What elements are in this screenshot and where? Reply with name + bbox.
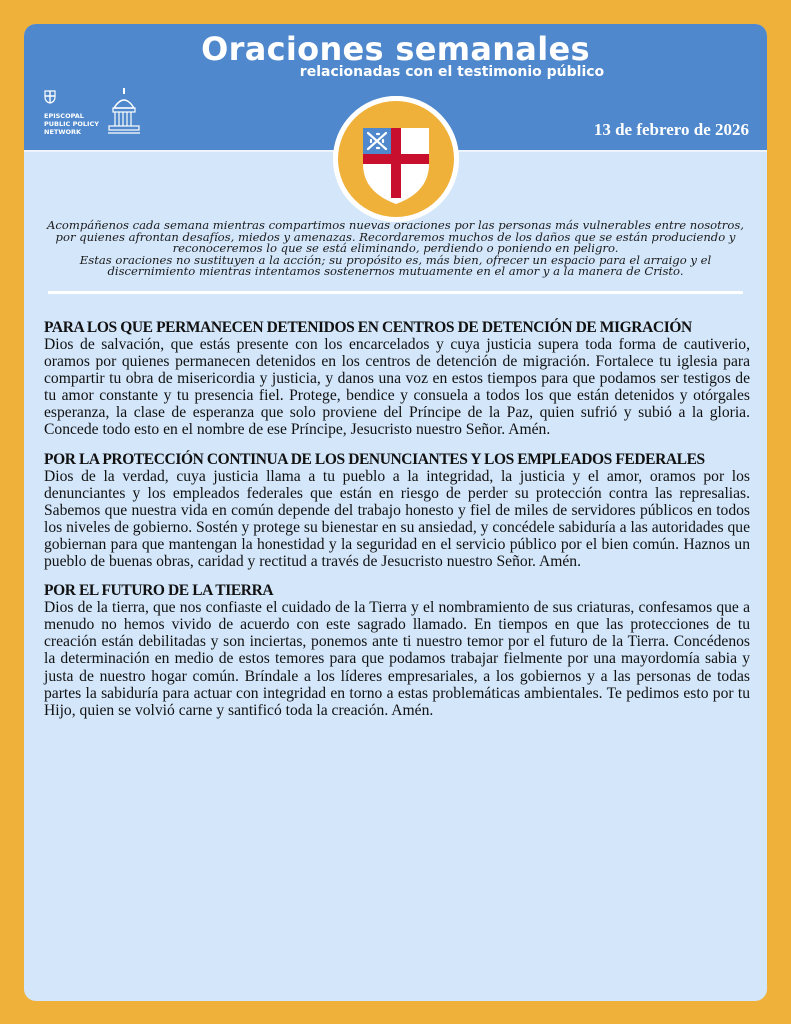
logo-line-2: PUBLIC POLICY — [44, 120, 99, 128]
page-title: Oraciones semanales — [201, 30, 590, 68]
intro-paragraph: Acompáñenos cada semana mientras compartimos nuevas oraciones por las personas más vulnerables entre nosotros, por quienes afrontan desafíos, miedos y amenazas. Recordaremos muchos de los daños que se están produciendo y reconoceremos lo que se está eliminando, perdiendo o poniendo en peligro. — [47, 218, 744, 255]
logo-line-3: NETWORK — [44, 128, 82, 136]
section-divider — [48, 291, 743, 294]
prayer-section — [44, 319, 750, 439]
prayers-list — [44, 319, 750, 731]
prayer-heading: POR EL FUTURO DE LA TIERRA — [44, 582, 274, 600]
page-card — [24, 24, 767, 1001]
episcopal-shield-icon — [333, 96, 459, 222]
prayer-section — [44, 451, 750, 571]
prayer-heading: POR LA PROTECCIÓN CONTINUA DE LOS DENUNCIANTES Y LOS EMPLEADOS FEDERALES — [44, 450, 705, 468]
page-subtitle: relacionadas con el testimonio público — [299, 64, 605, 80]
intro-text — [40, 220, 751, 278]
prayer-section — [44, 582, 750, 719]
prayer-body: Dios de la verdad, cuya justicia llama a tu pueblo a la integridad, la justicia y el amor, oramos por los denunciantes y los empleados federales que están en riesgo de perder su protección contra las represalias. Sabemos que nuestra vida en común depende del trabajo honesto y fiel de miles de servidores públicos en todos los niveles de gobierno. Sostén y protege su bienestar en su ansiedad, y concédele sabiduría a las autoridades que gobiernan para que mantengan la honestidad y la seguridad en el servicio público por el bien común. Haznos un pueblo de buenas obras, caridad y rectitud a través de Jesucristo nuestro Señor. Amén. — [44, 467, 750, 571]
prayer-body: Dios de la tierra, que nos confiaste el cuidado de la Tierra y el nombramiento de sus criaturas, confesamos que a menudo no hemos vivido de acuerdo con este sagrado llamado. En tiempos en que las protecciones de tu creación están debilitadas y son inciertas, ponemos ante ti nuestro temor por el futuro de la Tierra. Concédenos la determinación en medio de estos temores para que podamos trabajar fielmente por una mayordomía sabia y justa de nuestro hogar común. Bríndale a los líderes empresariales, a los gobiernos y a las personas de todas partes la sabiduría para actuar con integridad en torno a estas problemáticas ambientales. Te pedimos esto por tu Hijo, quien se volvió carne y santificó toda la creación. Amén. — [44, 599, 750, 719]
logo-line-1: EPISCOPAL — [44, 112, 84, 120]
eppn-logo — [42, 88, 152, 138]
episcopal-shield-emblem — [333, 96, 459, 222]
intro-paragraph: Estas oraciones no sustituyen a la acción; su propósito es, más bien, ofrecer un espacio para el arraigo y el discernimiento mientras intentamos sostenernos mutuamente en el amor y a la manera de Cristo. — [79, 252, 712, 278]
episcopal-mini-shield-icon — [44, 90, 56, 104]
capitol-dome-icon — [106, 88, 142, 134]
prayer-body: Dios de salvación, que estás presente con los encarcelados y cuya justicia supera toda forma de cautiverio, oramos por quienes permanecen detenidos en los centros de detención de migración. Fortalece tu iglesia para compartir tu obra de misericordia y justicia, y danos una voz en estos tiempos para que podamos ser testigos de tu amor constante y tu presencia fiel. Protege, bendice y consuela a todos los que están detenidos y otórgales esperanza, la clase de esperanza que solo proviene del Príncipe de la Paz, quien sufrió y subió a la gloria. Concede todo esto en el nombre de ese Príncipe, Jesucristo nuestro Señor. Amén. — [44, 336, 750, 439]
prayer-heading: PARA LOS QUE PERMANECEN DETENIDOS EN CENTROS DE DETENCIÓN DE MIGRACIÓN — [44, 319, 692, 336]
logo-text — [44, 112, 99, 136]
publication-date: 13 de febrero de 2026 — [593, 120, 749, 139]
